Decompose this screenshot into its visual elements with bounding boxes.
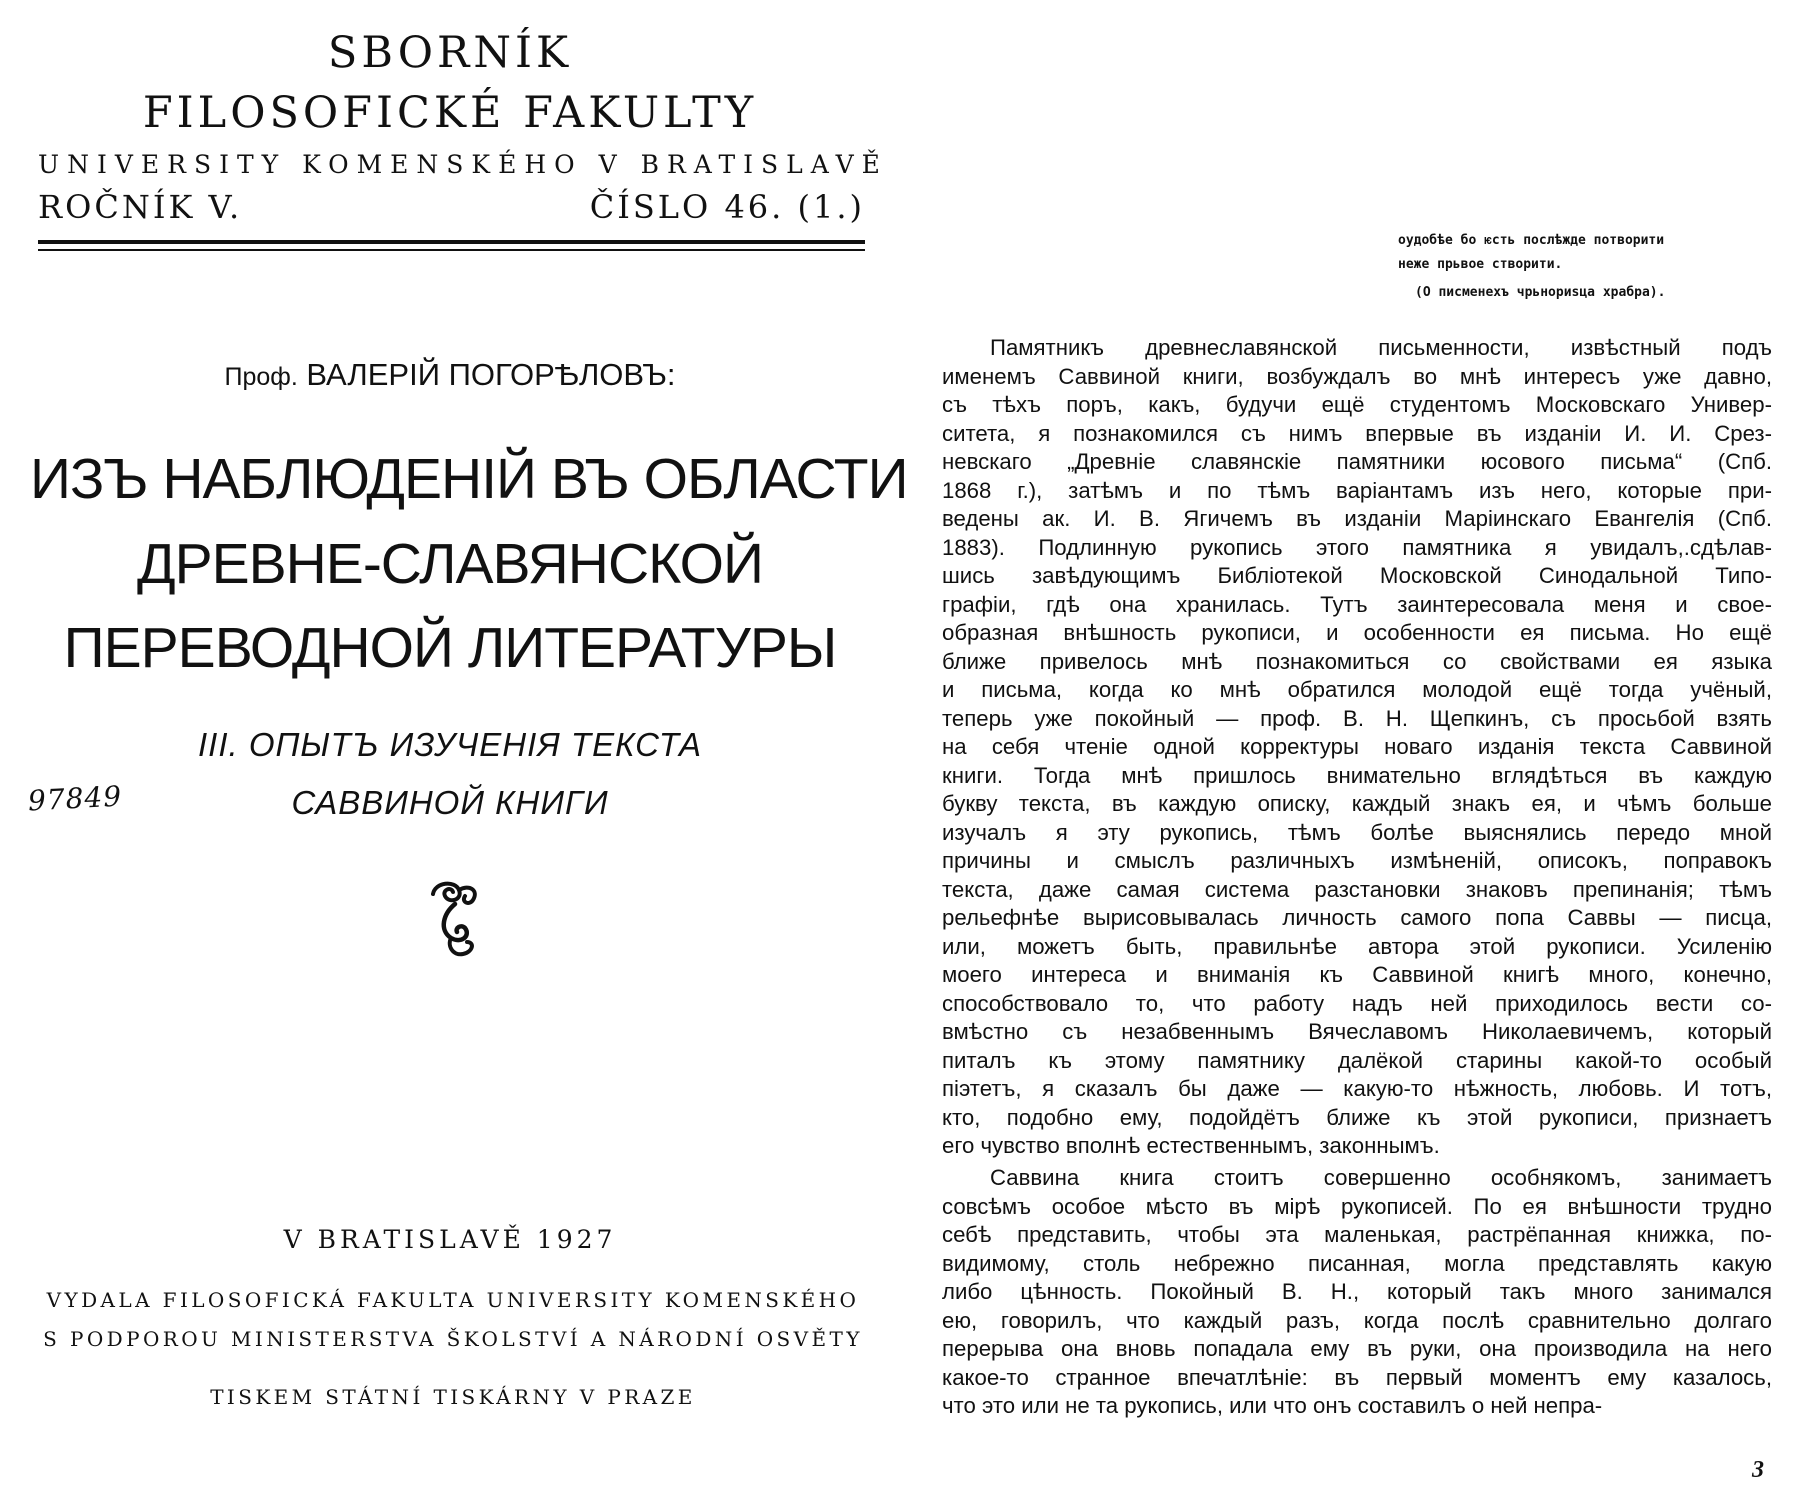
imprint-city-year: V BRATISLAVĚ 1927 xyxy=(283,1225,617,1254)
handwritten-inventory-number: 97849 xyxy=(27,779,123,818)
epigraph-line1: оудобѣе бо ѥсть послѣжде потворити xyxy=(1398,233,1665,248)
main-title-line3: ПЕРЕВОДНОЙ ЛИТЕРАТУРЫ xyxy=(63,616,837,680)
text-line: и письма, когда ко мнѣ обратился молодой ещё тогда учёный, xyxy=(942,677,1772,702)
author-name: ВАЛЕРІЙ ПОГОРѢЛОВЪ: xyxy=(306,357,676,392)
text-line: совсѣмъ особое мѣсто въ мірѣ рукописей. По ея внѣшности трудно xyxy=(942,1193,1772,1219)
text-line: Памятникъ древнеславянской письменности, извѣстный подъ xyxy=(990,335,1772,360)
text-line: причины и смыслъ различныхъ измѣненій, описокъ, поправокъ xyxy=(942,848,1772,873)
text-line: себѣ представить, чтобы эта маленькая, растрёпанная книжка, по- xyxy=(942,1222,1772,1247)
text-line: букву текста, въ каждую описку, каждый знакъ ея, и чѣмъ больше xyxy=(942,791,1772,816)
header-rule-thin xyxy=(38,249,865,251)
text-line: текста, даже самая система разстановки знаковъ препинанія; тѣмъ xyxy=(942,876,1772,902)
text-line: питалъ къ этому памятнику далёкой старины какой-то особый xyxy=(942,1047,1772,1073)
text-line: перерыва она вновь попадала ему въ руки, она производила на него xyxy=(942,1336,1772,1361)
main-title-line2: ДРЕВНЕ-СЛАВЯНСКОЙ xyxy=(136,532,763,596)
subtitle-line1: III. ОПЫТЪ ИЗУЧЕНІЯ ТЕКСТА xyxy=(198,726,702,763)
text-line: что это или не та рукопись, или что онъ составилъ о ней непра- xyxy=(942,1393,1603,1418)
text-line: ею, говорилъ, что каждый разъ, когда послѣ сравнительно долгаго xyxy=(942,1307,1772,1333)
subtitle-line2: САВВИНОЙ КНИГИ xyxy=(291,784,609,821)
text-line: ближе привелось мнѣ познакомиться со свойствами ея языка xyxy=(942,648,1772,674)
text-line: 1883). Подлинную рукопись этого памятника я увидалъ,.сдѣлав- xyxy=(942,534,1772,560)
text-line: вмѣстно съ незабвеннымъ Вячеславомъ Николаевичемъ, который xyxy=(942,1019,1772,1044)
text-line: теперь уже покойный — проф. В. Н. Щепкинъ, съ просьбой взять xyxy=(942,705,1772,731)
imprint-support: S PODPOROU MINISTERSTVA ŠKOLSTVÍ A NÁRODNÍ OSVĚTY xyxy=(43,1327,863,1351)
text-line: какое-то странное впечатлѣніе: въ первый моментъ ему казалось, xyxy=(942,1364,1772,1390)
main-title-line1: ИЗЪ НАБЛЮДЕНІЙ ВЪ ОБЛАСТИ xyxy=(30,447,908,511)
ornament-icon xyxy=(425,880,485,962)
epigraph-line2: неже прьвое створити. xyxy=(1398,257,1563,272)
series-title-line3: UNIVERSITY KOMENSKÉHO V BRATISLAVĚ xyxy=(38,150,888,179)
epigraph-source: (О писменехъ чрьнориѕца храбра). xyxy=(1415,285,1666,300)
text-line: кто, подобно ему, подойдётъ ближе къ этой рукописи, признаетъ xyxy=(942,1104,1772,1130)
series-title-line1: SBORNÍK xyxy=(327,28,573,78)
text-line: съ тѣхъ поръ, какъ, будучи ещё студентомъ Московскаго Универ- xyxy=(942,392,1772,417)
text-line: его чувство вполнѣ естественнымъ, законнымъ. xyxy=(942,1133,1440,1158)
text-line: образная внѣшность рукописи, и особенности ея письма. Но ещё xyxy=(942,620,1772,645)
text-line: Саввина книга стоитъ совершенно особнякомъ, занимаетъ xyxy=(990,1165,1772,1190)
author-prefix: Проф. xyxy=(224,363,298,391)
author-line xyxy=(40,357,860,393)
text-line: или, можетъ быть, правильнѣе автора этой рукописи. Усиленію xyxy=(942,933,1772,959)
page-number: 3 xyxy=(1752,1457,1764,1483)
paragraph-1 xyxy=(942,334,1772,1161)
text-line: изучалъ я эту рукопись, тѣмъ болѣе выяснялись передо мной xyxy=(942,819,1772,845)
text-line: шись завѣдующимъ Библіотекой Московской Синодальной Типо- xyxy=(942,563,1772,588)
text-line: способствовало то, что работу надъ ней приходилось вести со- xyxy=(942,990,1772,1016)
text-line: на себя чтеніе одной корректуры новаго изданія текста Саввиной xyxy=(942,734,1772,759)
text-line: графіи, гдѣ она хранилась. Тутъ заинтересовала меня и свое- xyxy=(942,591,1772,617)
imprint-printer: TISKEM STÁTNÍ TISKÁRNY V PRAZE xyxy=(210,1385,696,1409)
issue-label: ČÍSLO 46. (1.) xyxy=(589,188,865,226)
text-line: невскаго „Древніе славянскіе памятники юсового письма“ (Спб. xyxy=(942,449,1772,474)
text-line: 1868 г.), затѣмъ и по тѣмъ варіантамъ изъ него, которые при- xyxy=(942,477,1772,503)
text-line: видимому, столь небрежно писанная, могла представлять какую xyxy=(942,1250,1772,1276)
text-line: пiэтетъ, я сказалъ бы даже — какую-то нѣжность, любовь. И тотъ, xyxy=(942,1076,1772,1101)
text-line: книги. Тогда мнѣ пришлось внимательно вглядѣться въ каждую xyxy=(942,762,1772,788)
text-line: либо цѣнность. Покойный В. Н., который такъ много занимался xyxy=(942,1279,1772,1304)
series-title-line2: FILOSOFICKÉ FAKULTY xyxy=(142,88,758,138)
text-line: именемъ Саввиной книги, возбуждалъ во мнѣ интересъ уже давно, xyxy=(942,363,1772,389)
text-line: ведены ак. И. В. Ягичемъ въ изданіи Маріинскаго Евангелія (Спб. xyxy=(942,506,1772,531)
text-line: ситета, я познакомился съ нимъ впервые въ изданіи И. И. Срез- xyxy=(942,420,1772,446)
text-line: рельефнѣе вырисовывалась личность самого попа Саввы — писца, xyxy=(942,905,1772,930)
volume-label: ROČNÍK V. xyxy=(38,188,243,226)
header-rule-thick xyxy=(38,240,865,244)
text-line: моего интереса и вниманія къ Саввиной книгѣ много, конечно, xyxy=(942,962,1772,987)
imprint-publisher: VYDALA FILOSOFICKÁ FAKULTA UNIVERSITY KOMENSKÉHO xyxy=(46,1288,860,1312)
paragraph-2 xyxy=(942,1164,1772,1421)
